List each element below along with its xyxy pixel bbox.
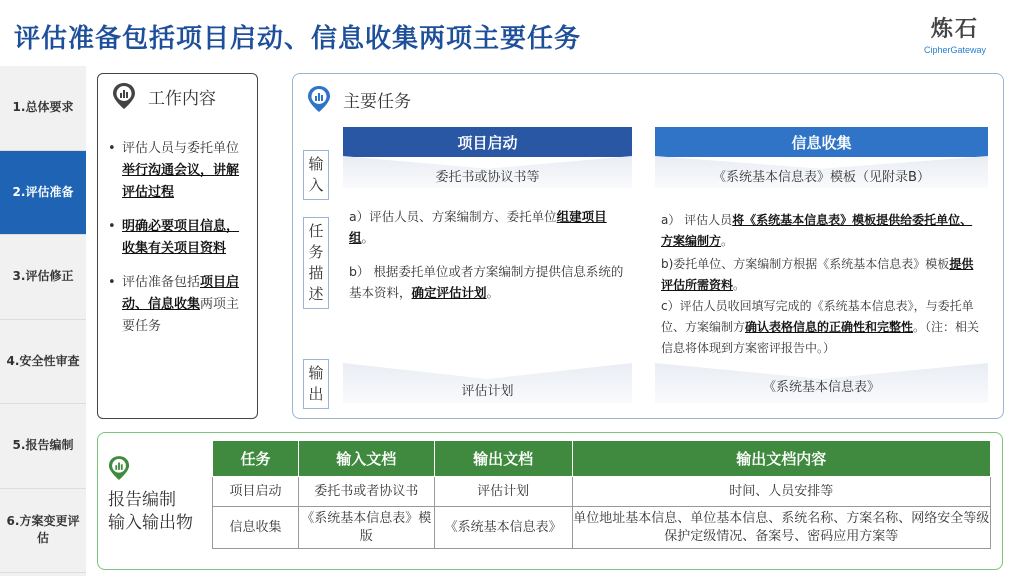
desc-tag: 任务描述 [303, 217, 329, 309]
table-cell: 《系统基本信息表》模版 [298, 507, 434, 549]
desc-bold: 确定评估计划 [411, 285, 487, 300]
desc-bold: 将《系统基本信息表》模板提供给委托单位、方案编制方 [661, 213, 973, 248]
col2-input: 《系统基本信息表》模板（见附录B） [713, 170, 930, 185]
desc-text: a）评估人员、方案编制方、委托单位 [349, 209, 557, 224]
desc-text: a） 评估人员 [661, 213, 733, 227]
col2-desc-b [661, 254, 983, 296]
sidebar [0, 66, 86, 576]
io-panel [97, 432, 1003, 570]
desc-text: b)委托单位、方案编制方根据《系统基本信息表》模板 [661, 257, 950, 271]
logo-subtext: CipherGateway [923, 45, 987, 55]
io-label-line: 报告编制 [108, 490, 176, 510]
work-title: 工作内容 [148, 88, 216, 109]
work-item-bold: 明确必要项目信息，收集有关项目资料 [122, 219, 240, 256]
col2-desc-c [661, 296, 983, 359]
table-cell: 单位地址基本信息、单位基本信息、系统名称、方案名称、网络安全等级保护定级情况、备案号、密码应用方案等 [572, 507, 990, 549]
table-header: 输入文档 [298, 441, 434, 477]
main-header [293, 74, 1003, 124]
table-header: 输出文档 [434, 441, 572, 477]
work-content-panel [97, 73, 258, 419]
work-item-bold: 项目启动、信息收集 [122, 275, 240, 312]
desc-text: b） 根据委托单位或者方案编制方提供信息系统的基本资料， [349, 264, 624, 300]
sidebar-item-revision[interactable]: 3.评估修正 [0, 235, 86, 320]
main-task-panel [292, 73, 1004, 419]
table-cell: 项目启动 [213, 477, 299, 507]
table-cell: 时间、人员安排等 [572, 477, 990, 507]
logo-text: 炼石 [930, 17, 979, 42]
chart-pin-icon [108, 455, 130, 481]
sidebar-item-change-eval[interactable]: 6.方案变更评估 [0, 489, 86, 574]
col1-output: 评估计划 [461, 384, 514, 399]
table-header: 输出文档内容 [572, 441, 990, 477]
table-header-row [213, 441, 991, 477]
table-cell: 《系统基本信息表》 [434, 507, 572, 549]
col1-input: 委托书或协议书等 [435, 170, 540, 185]
desc-text: 。（注：相关信息将体现到方案密评报告中。） [661, 320, 980, 355]
work-item [108, 272, 247, 338]
table-row [213, 477, 991, 507]
table-cell: 评估计划 [434, 477, 572, 507]
chart-pin-icon [112, 82, 136, 110]
sidebar-item-report[interactable]: 5.报告编制 [0, 404, 86, 489]
io-label [108, 489, 193, 535]
page-title: 评估准备包括项目启动、信息收集两项主要任务 [14, 24, 582, 54]
brand-logo [910, 12, 1000, 55]
desc-text: c）评估人员收回填写完成的《系统基本信息表》，与委托单位、方案编制方 [661, 299, 974, 334]
work-item [108, 216, 247, 260]
desc-text: 。 [361, 230, 375, 245]
table-cell: 委托书或者协议书 [298, 477, 434, 507]
work-list [98, 118, 257, 338]
col2-desc-a [661, 210, 983, 252]
work-header [98, 74, 257, 118]
work-item-text: 评估人员与委托单位 [122, 141, 240, 156]
sidebar-item-security-review[interactable]: 4.安全性审查 [0, 320, 86, 405]
output-tag: 输出 [303, 359, 329, 409]
work-item [108, 138, 247, 204]
desc-text: 。 [486, 285, 500, 300]
io-label-line: 输入输出物 [108, 513, 193, 533]
table-row [213, 507, 991, 549]
main-title: 主要任务 [343, 91, 411, 112]
desc-text: 。 [733, 278, 746, 292]
sidebar-item-overall[interactable]: 1.总体要求 [0, 66, 86, 151]
table-cell: 信息收集 [213, 507, 299, 549]
chart-pin-icon [307, 85, 331, 113]
table-header: 任务 [213, 441, 299, 477]
work-item-text: 两项主要任务 [122, 297, 240, 334]
work-item-text: 评估准备包括 [122, 275, 201, 290]
sidebar-item-preparation[interactable]: 2.评估准备 [0, 151, 86, 236]
desc-bold: 确认表格信息的正确性和完整性 [745, 320, 914, 334]
col-header-project-start: 项目启动 [343, 127, 632, 157]
col1-desc-b [349, 261, 629, 303]
desc-bold: 提供评估所需资料 [661, 257, 974, 292]
col1-desc-a [349, 206, 629, 248]
col2-output: 《系统基本信息表》 [762, 380, 880, 395]
input-tag: 输入 [303, 150, 329, 200]
col-header-info-collection: 信息收集 [655, 127, 988, 157]
desc-text: 。 [721, 234, 734, 248]
work-item-bold: 举行沟通会议，讲解评估过程 [122, 163, 240, 200]
desc-bold: 组建项目组 [349, 209, 607, 245]
io-table [212, 440, 991, 549]
